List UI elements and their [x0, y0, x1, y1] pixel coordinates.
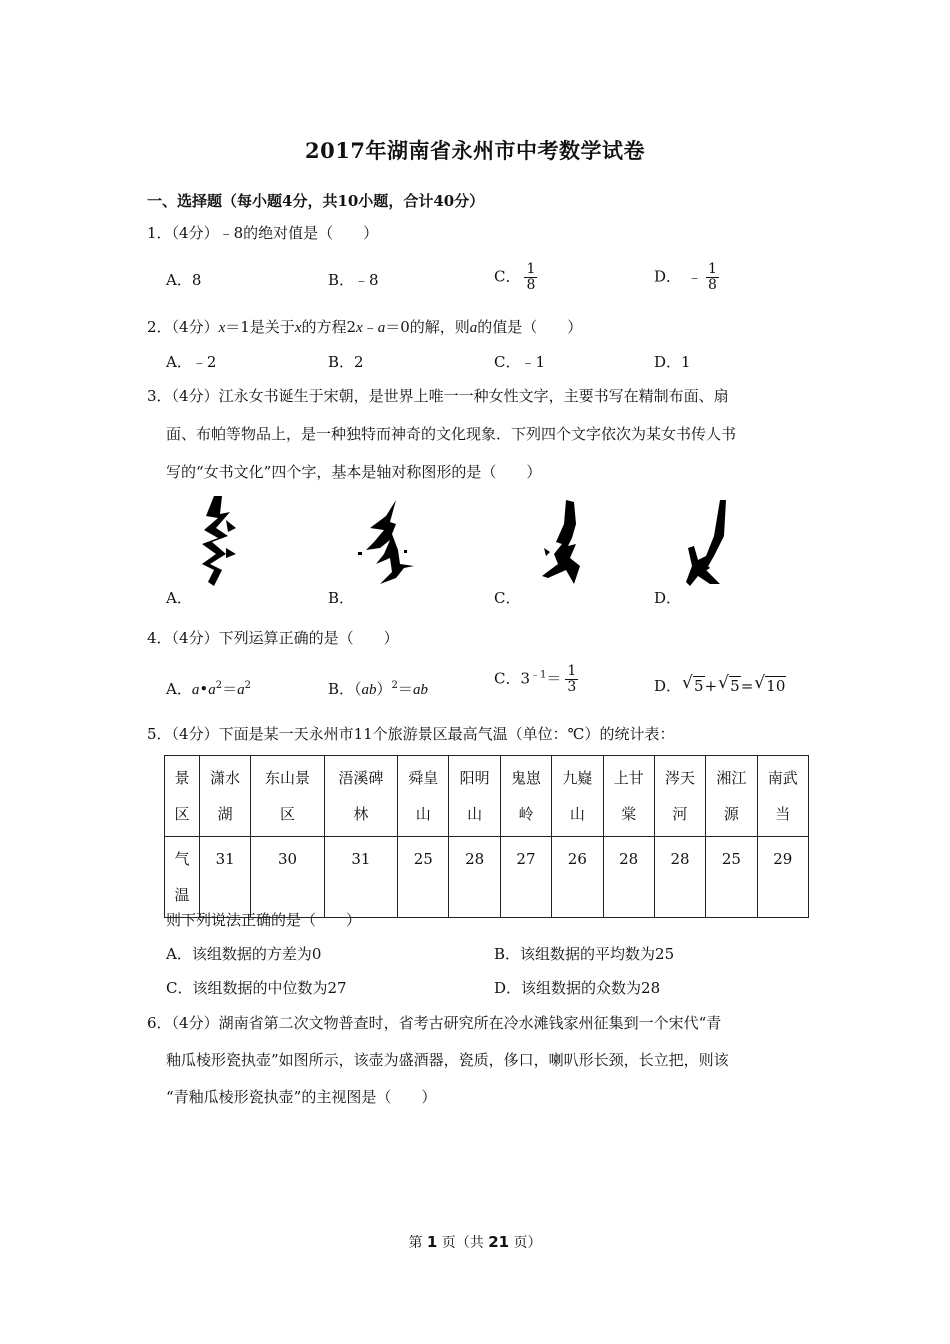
q2-option-c: C．﹣1: [494, 353, 546, 371]
sqrt: √ 5: [683, 676, 705, 696]
table-cell: 31: [200, 837, 251, 918]
table-cell: 25: [706, 837, 757, 918]
q1-option-d: D． ﹣ $\frac{1}{8}$: [654, 261, 717, 293]
question-5-stem: 5．（4分）下面是某一天永州市11个旅游景区最高气温（单位：℃）的统计表：: [147, 725, 675, 743]
table-cell: 27: [500, 837, 551, 918]
q2-option-a: A．﹣2: [166, 353, 217, 371]
q5-option-d: D．该组数据的众数为28: [494, 979, 661, 997]
question-3-line-2: 面、布帕等物品上，是一种独特而神奇的文化现象．下列四个文字依次为某女书传人书: [166, 425, 737, 443]
q4-option-c: C．$3^{﹣1}=$ $\frac{1}{3}$: [494, 663, 577, 695]
table-cell: 上甘 棠: [603, 756, 654, 837]
table-cell: 南武 当: [757, 756, 808, 837]
table-row: [165, 756, 809, 837]
table-cell: 九嶷 山: [552, 756, 603, 837]
q2-option-d: D．1: [654, 353, 691, 371]
q1-option-a: A．8: [166, 271, 202, 289]
table-cell: 28: [449, 837, 500, 918]
question-6-line-2: 釉瓜棱形瓷执壶”如图所示，该壶为盛酒器，瓷质，侈口，喇叭形长颈，长立把，则该: [166, 1051, 729, 1069]
table-cell: 28: [603, 837, 654, 918]
table-cell: 景 区: [165, 756, 200, 837]
table-cell: 28: [654, 837, 705, 918]
table-cell: 25: [398, 837, 449, 918]
question-3-line-3: 写的“女书文化”四个字，基本是轴对称图形的是（ ）: [166, 463, 542, 481]
question-1-stem: 1．（4分）﹣8的绝对值是（ ）: [147, 224, 379, 242]
question-2-stem: 2．（4分）x＝1是关于x的方程2x﹣a＝0的解，则a的值是（ ）: [147, 318, 583, 336]
q4-option-b: B．（ab）$^2$＝ab: [328, 680, 428, 698]
table-cell: 气 温: [165, 837, 200, 918]
nushu-glyph-a: [196, 494, 240, 588]
table-cell: 阳明 山: [449, 756, 500, 837]
table-row: [165, 837, 809, 918]
nushu-glyph-d: [684, 496, 734, 588]
q5-option-b: B．该组数据的平均数为25: [494, 945, 675, 963]
table-cell: 涔天 河: [654, 756, 705, 837]
temperature-table: [164, 755, 809, 918]
fraction: $\frac{1}{3}$: [567, 663, 577, 695]
q2-option-b: B．2: [328, 353, 364, 371]
q3-option-d: D．: [654, 589, 682, 607]
q1-option-b: B．﹣8: [328, 271, 379, 289]
question-6-line-1: 6．（4分）湖南省第二次文物普查时，省考古研究所在冷水滩钱家州征集到一个宋代“青: [147, 1014, 722, 1032]
section-heading: 一、选择题（每小题4分，共10小题，合计40分）: [147, 192, 485, 210]
page-footer: 第 1 页（共 21 页）: [408, 1233, 542, 1251]
q3-option-b: B．: [328, 589, 355, 607]
sqrt: √ 5: [719, 676, 741, 696]
q1-option-c: C． $\frac{1}{8}$: [494, 261, 536, 293]
table-cell: 潇水 湖: [200, 756, 251, 837]
q3-option-a: A．: [166, 589, 192, 607]
sqrt: √ 10: [755, 676, 786, 696]
table-cell: 舜皇 山: [398, 756, 449, 837]
table-cell: 26: [552, 837, 603, 918]
fraction: $\frac{1}{8}$: [708, 261, 717, 293]
table-cell: 东山景 区: [251, 756, 324, 837]
nushu-glyph-b: [356, 494, 416, 588]
q5-option-c: C．该组数据的中位数为27: [166, 979, 347, 997]
question-5-prompt: 则下列说法正确的是（ ）: [166, 911, 362, 929]
table-cell: 29: [757, 837, 808, 918]
table-cell: 浯溪碑 林: [324, 756, 397, 837]
table-cell: 湘江 源: [706, 756, 757, 837]
question-6-line-3: “青釉瓜棱形瓷执壶”的主视图是（ ）: [166, 1088, 437, 1106]
fraction: $\frac{1}{8}$: [526, 261, 536, 293]
q4-option-d: D．√ 5+√ 5=√ 10: [654, 676, 786, 696]
table-cell: 30: [251, 837, 324, 918]
question-4-stem: 4．（4分）下列运算正确的是（ ）: [147, 629, 399, 647]
table-cell: 鬼崽 岭: [500, 756, 551, 837]
table-cell: 31: [324, 837, 397, 918]
page-title: 2017年湖南省永州市中考数学试卷: [305, 138, 645, 163]
nushu-glyph-c: [540, 498, 590, 592]
q3-option-c: C．: [494, 589, 521, 607]
q5-option-a: A．该组数据的方差为0: [166, 945, 322, 963]
q4-option-a: A．$a•a^2=a^2$: [166, 680, 251, 698]
question-3-line-1: 3．（4分）江永女书诞生于宋朝，是世界上唯一一种女性文字，主要书写在精制布面、扇: [147, 387, 729, 405]
